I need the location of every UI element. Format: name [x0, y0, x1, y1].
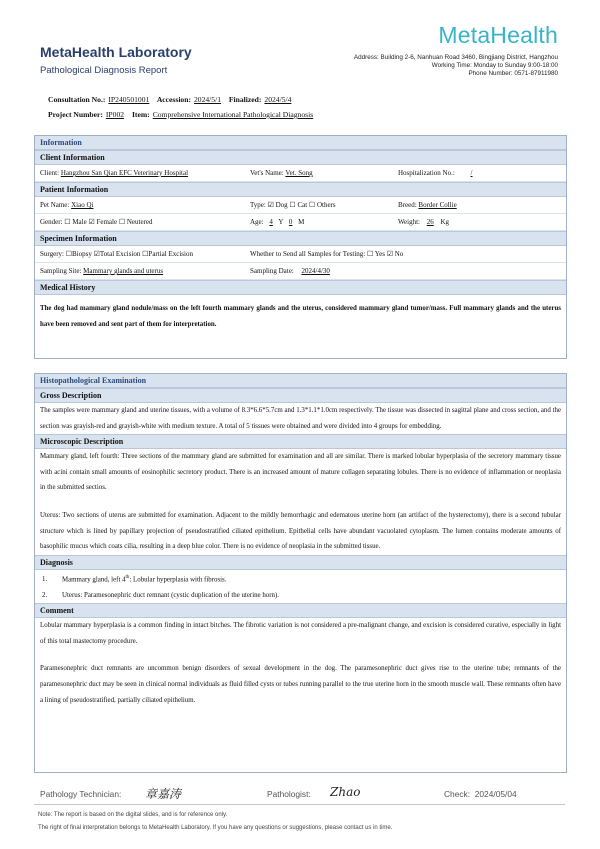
diagnosis-item-2: [35, 588, 566, 604]
date-cell: [245, 263, 550, 279]
age-years-unit: Y: [278, 218, 284, 226]
microscopic-text-uterus: Uterus: Two sections of uterus are submitted for examination. Adjacent to the mildly hemorrhagic and edematous uterine horn (an artifact of the hysterectomy), there is a second tubular structure which is lined by papillary projection of pseudostratified ciliated epithelium. Epithelial cells have abundant vacuolated cytoplasm. The lumen contains moderate amounts of basophilic mucus which coats cilia, resulting in a deep blue color. There is no evidence of neoplasia in the submitted tissue.: [40, 511, 561, 551]
meta-line-2: [48, 110, 319, 119]
gender-cell: Gender: ☐ Male ☑ Female ☐ Neutered: [40, 218, 153, 226]
technician-signature: 章嘉涛: [145, 787, 182, 801]
comment-text-2: Paramesonephric duct remnants are uncommon benign disorders of sexual development in the dog. The paramesonephric duct gives rise to the uterine tube; remnants of the paramesonephric duct may be seen in clinical normal individuals as fluid filled cysts or tubes running parallel to the true uterine horn in the smooth muscle wall. These remnants often have a lining of pseudostratified, partially ciliated epithelium.: [40, 665, 561, 704]
type-cell: Type: ☑ Dog ☐ Cat ☐ Others: [250, 201, 336, 209]
weight-cell: [393, 214, 558, 230]
send-samples-cell: Whether to Send all Samples for Testing: ☐ Yes ☑ No: [250, 250, 404, 258]
gross-description-text: The samples were mammary gland and uterine tissues, with a volume of 8.3*6.6*5.7cm and 1.3*1.1*1.0cm respectively. The tissue was dissected in sagittal plane and cross section, and the section was grayish-red and grayish-white with medium texture. A total of 5 tissues were obtained and were divided into 4 groups for embedding.: [40, 407, 561, 430]
information-section-title: Information: [35, 136, 566, 150]
patient-info-header: Patient Information: [35, 182, 566, 197]
age-months: 0: [288, 218, 293, 226]
breed-cell: [393, 197, 558, 213]
lab-name: MetaHealth Laboratory: [40, 44, 192, 60]
diagnosis-header: Diagnosis: [35, 555, 566, 570]
diagnosis-1-number: 1.: [42, 576, 48, 584]
vet-cell: [245, 165, 393, 181]
client-value: Hangzhou San Qian EFC Veterinary Hospital: [60, 169, 189, 177]
diagnosis-1-text-end: : Lobular hyperplasia with fibrosis.: [129, 576, 227, 584]
check-label: Check:: [444, 789, 471, 799]
vet-label: Vet's Name:: [250, 169, 284, 177]
age-cell: [245, 214, 393, 230]
footer-note-2: The right of final interpretation belongs to MetaHealth Laboratory. If you have any questions or suggestions, please contact us in time.: [38, 825, 393, 831]
lab-phone: Phone Number: 0571-87911980: [468, 70, 558, 77]
gender-row: [35, 214, 566, 231]
accession-date: 2024/5/1: [193, 95, 221, 104]
diagnosis-1-superscript: th: [125, 574, 130, 580]
surgery-cell: Surgery: ☐Biopsy ☑Total Excision ☐Partial Excision: [40, 250, 193, 258]
diagnosis-1-text: Mammary gland, left 4: [62, 576, 126, 584]
report-title: Pathological Diagnosis Report: [40, 65, 168, 76]
diagnosis-2-number: 2.: [42, 591, 48, 599]
surgery-row: [35, 246, 566, 263]
consultation-no: IP240501001: [108, 95, 150, 104]
client-info-header: Client Information: [35, 150, 566, 165]
client-cell: [35, 165, 245, 181]
age-years: 4: [269, 218, 273, 226]
project-no: IP002: [105, 110, 125, 119]
pathologist-label: Pathologist:: [267, 789, 311, 799]
weight-unit: Kg: [440, 218, 450, 226]
pet-label: Pet Name:: [40, 201, 70, 209]
finalized-date: 2024/5/4: [264, 95, 292, 104]
hosp-value: /: [470, 169, 473, 177]
breed-value: Border Collie: [418, 201, 457, 209]
technician-label: Pathology Technician:: [40, 789, 122, 799]
medical-history-header: Medical History: [35, 280, 566, 295]
vet-value: Vet. Song: [285, 169, 313, 177]
project-label: Project Number:: [48, 110, 103, 119]
microscopic-description-header: Microscopic Description: [35, 434, 566, 449]
site-value: Mammary glands and uterus: [83, 267, 164, 275]
medical-history-text: The dog had mammary gland nodule/mass on the left fourth mammary glands and the uterus, considered mammary gland tumor/mass. Full mammary glands and the uterus have been removed and sent part of them for interpretation.: [40, 305, 561, 328]
diagnosis-2-text: Uterus: Paramesonephric duct remnant (cystic duplication of the uterine horn).: [62, 591, 279, 599]
histopathology-box: [34, 373, 567, 773]
item-value: Comprehensive International Pathological Diagnosis: [152, 110, 314, 119]
site-label: Sampling Site:: [40, 267, 82, 275]
lab-working-time: Working Time: Monday to Sunday 9:00-18:00: [431, 62, 558, 69]
comment-text-1: Lobular mammary hyperplasia is a common finding in intact bitches. The fibrotic variation is not considered a pre-malignant change, and excision is considered curative, especially in light of this total mastectomy procedure.: [40, 622, 561, 645]
histopathology-section-title: Histopathological Examination: [35, 374, 566, 388]
hosp-label: Hospitalization No.:: [398, 169, 455, 177]
finalized-label: Finalized:: [228, 95, 262, 104]
gross-description-header: Gross Description: [35, 388, 566, 403]
weight-label: Weight:: [398, 218, 420, 226]
check-date: 2024/05/04: [474, 789, 517, 799]
breed-label: Breed:: [398, 201, 417, 209]
date-label: Sampling Date:: [250, 267, 294, 275]
date-value: 2024/4/30: [301, 267, 330, 275]
meta-line-1: [48, 95, 297, 104]
client-label: Client:: [40, 169, 60, 177]
accession-label: Accession:: [156, 95, 191, 104]
information-box: [34, 135, 567, 359]
lab-contact: [354, 54, 558, 78]
specimen-info-header: Specimen Information: [35, 231, 566, 246]
diagnosis-item-1: [35, 570, 566, 588]
lab-address: Address: Building 2-6, Nanhuan Road 3460, Bingjiang District, Hangzhou: [353, 54, 558, 61]
pet-value: Xiao Qi: [71, 201, 94, 209]
weight-value: 26: [426, 218, 434, 226]
footer-divider: [34, 804, 565, 805]
client-row: [35, 165, 566, 182]
footer-note-1: Note: The report is based on the digital slides, and is for reference only.: [38, 812, 228, 818]
item-label: Item:: [131, 110, 150, 119]
hosp-cell: [393, 165, 558, 181]
check-row: [444, 789, 517, 799]
pathologist-signature: Zhao: [330, 785, 361, 799]
comment-header: Comment: [35, 603, 566, 618]
pet-cell: [35, 197, 245, 213]
pet-row: [35, 197, 566, 214]
microscopic-text-mammary: Mammary gland, left fourth: Three sections of the mammary gland are submitted for examination and all are similar. There is marked lobular hyperplasia of the secretory mammary tissue with acini contain small amounts of eosinophilic secretory product. There is an increased amount of mature collagen separating lobules. There is no evidence of inflammation or neoplasia in the submitted sectios.: [40, 453, 561, 492]
age-label: Age:: [250, 218, 264, 226]
metahealth-logo: MetaHealth: [438, 22, 558, 48]
consultation-label: Consultation No.:: [48, 95, 106, 104]
age-months-unit: M: [298, 218, 305, 226]
sampling-row: [35, 263, 566, 280]
site-cell: [35, 263, 245, 279]
